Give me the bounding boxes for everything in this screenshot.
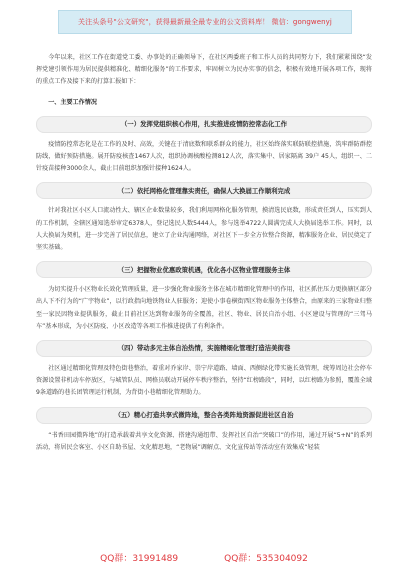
paragraph-3: 为切实提升小区物业长效化管理质量，进一步强化物业服务主体在城市精细化管理中的作用，社区抓住压力更换辖区部分出人下不行为的“广宇物业”，以行政指向地铁物业人驻服务；迎使小事卷横街西区物业服务主体整合，由原来的三家物业归整至一家民因物业提供服务，截止目前社区达到物业服务的全覆盖，社区、物业、居民自治小组、小区建设与管理的“三驾马车”基本形成，为小区防疫、小区改造等各项工作推进提供了有利条件。 (36, 286, 372, 330)
subheading-4: （四）带动多元主体自治热情，实施精细化管理打造洁美街巷 (36, 340, 372, 357)
section-heading: 一、主要工作情况 (48, 98, 97, 106)
subheading-1: （一）发挥党组织核心作用，扎实推进疫情防控常态化工作 (36, 116, 372, 133)
subheading-3: （三）把握物业优惠政策机遇，优化各小区物业管理服务主体 (36, 261, 372, 278)
qq-group-1: QQ群：31991489 (100, 554, 179, 564)
qq-group-2: QQ群：535304092 (224, 554, 308, 564)
promo-banner-text: 关注头条号"公文研究"，获得最新最全最专业的公文资料库！ 微信：gongwenyj (78, 18, 332, 26)
paragraph-2: 针对我社区小区人口流动性大、辖区企业数量较多，我们利用网格化服务管理，摸清选民底数，形成责任到人，压实到人的工作机制，全辖区通知选举审定6378人，登记选民人数5444人，参与选举4722人圆满完成人大换届选举工作。同时，以人大换届为契机，进一步完善了居民信息，建立了企业沟通网络，对社区下一步全方位整合资源，精准服务企业、居民奠定了坚实基础。 (36, 207, 372, 252)
footer-contacts (0, 551, 408, 564)
subheading-2: （二）依托网格化管理靠实责任，确保人大换届工作顺利完成 (36, 182, 372, 199)
paragraph-5: “书香田园微阵地”的打造承载着共享文化资源、搭建沟通纽带、发挥社区自治“突破口”的作用，通过开展“5+N”的系列活动，将居民会客室、小区自助书屋、文化精思地，“老物展”调解点、文化宣传站等活动室有效集成“轻装 (36, 431, 372, 451)
intro-paragraph: 今年以来，社区工作在街道党工委、办事处的正确领导下，在社区两委班子和工作人员的共同努力下，我们紧紧围绕“发挥党建引领作用为居民提供精准化、精细化服务”的工作要求，牢固树立为民办实事的信念，积极有效地开展各项工作，现将的重点工作及接下来的打算汇报如下： (36, 54, 372, 86)
paragraph-1: 疫情防控常态化是在工作的及时、高效，关键在于清底数和联系群众的能力，社区始终落实联防联控措施，筑牢群防群控防线，做好预防措施。展开防疫核查1467人次，组织协调核酸检测812人次，落实集中、居家隔离 39户 45人，组织一、二针疫苗接种3000余人，截止目前组织加强针接种1624人。 (36, 140, 372, 173)
subheading-5: （五）精心打造共享式微阵地，整合各类阵地资源促进社区自治 (36, 407, 372, 424)
paragraph-4: 社区通过精细化管理及特色街巷整治，着重对乔家岸、崇宁岸道路、墙面、西侧绿化带实施长效管理，统筹周边社会停车资源设置非机动车停放区，与城管队员、网格员联动开展停车秩序整治，坚持“红榜路段”，同时，以红榜路为参照，覆盖全域9条道路的巷长团管理运行机制，为背街小巷精细化管理助力。 (36, 365, 372, 397)
document-body (36, 52, 372, 454)
promo-banner (58, 10, 352, 34)
